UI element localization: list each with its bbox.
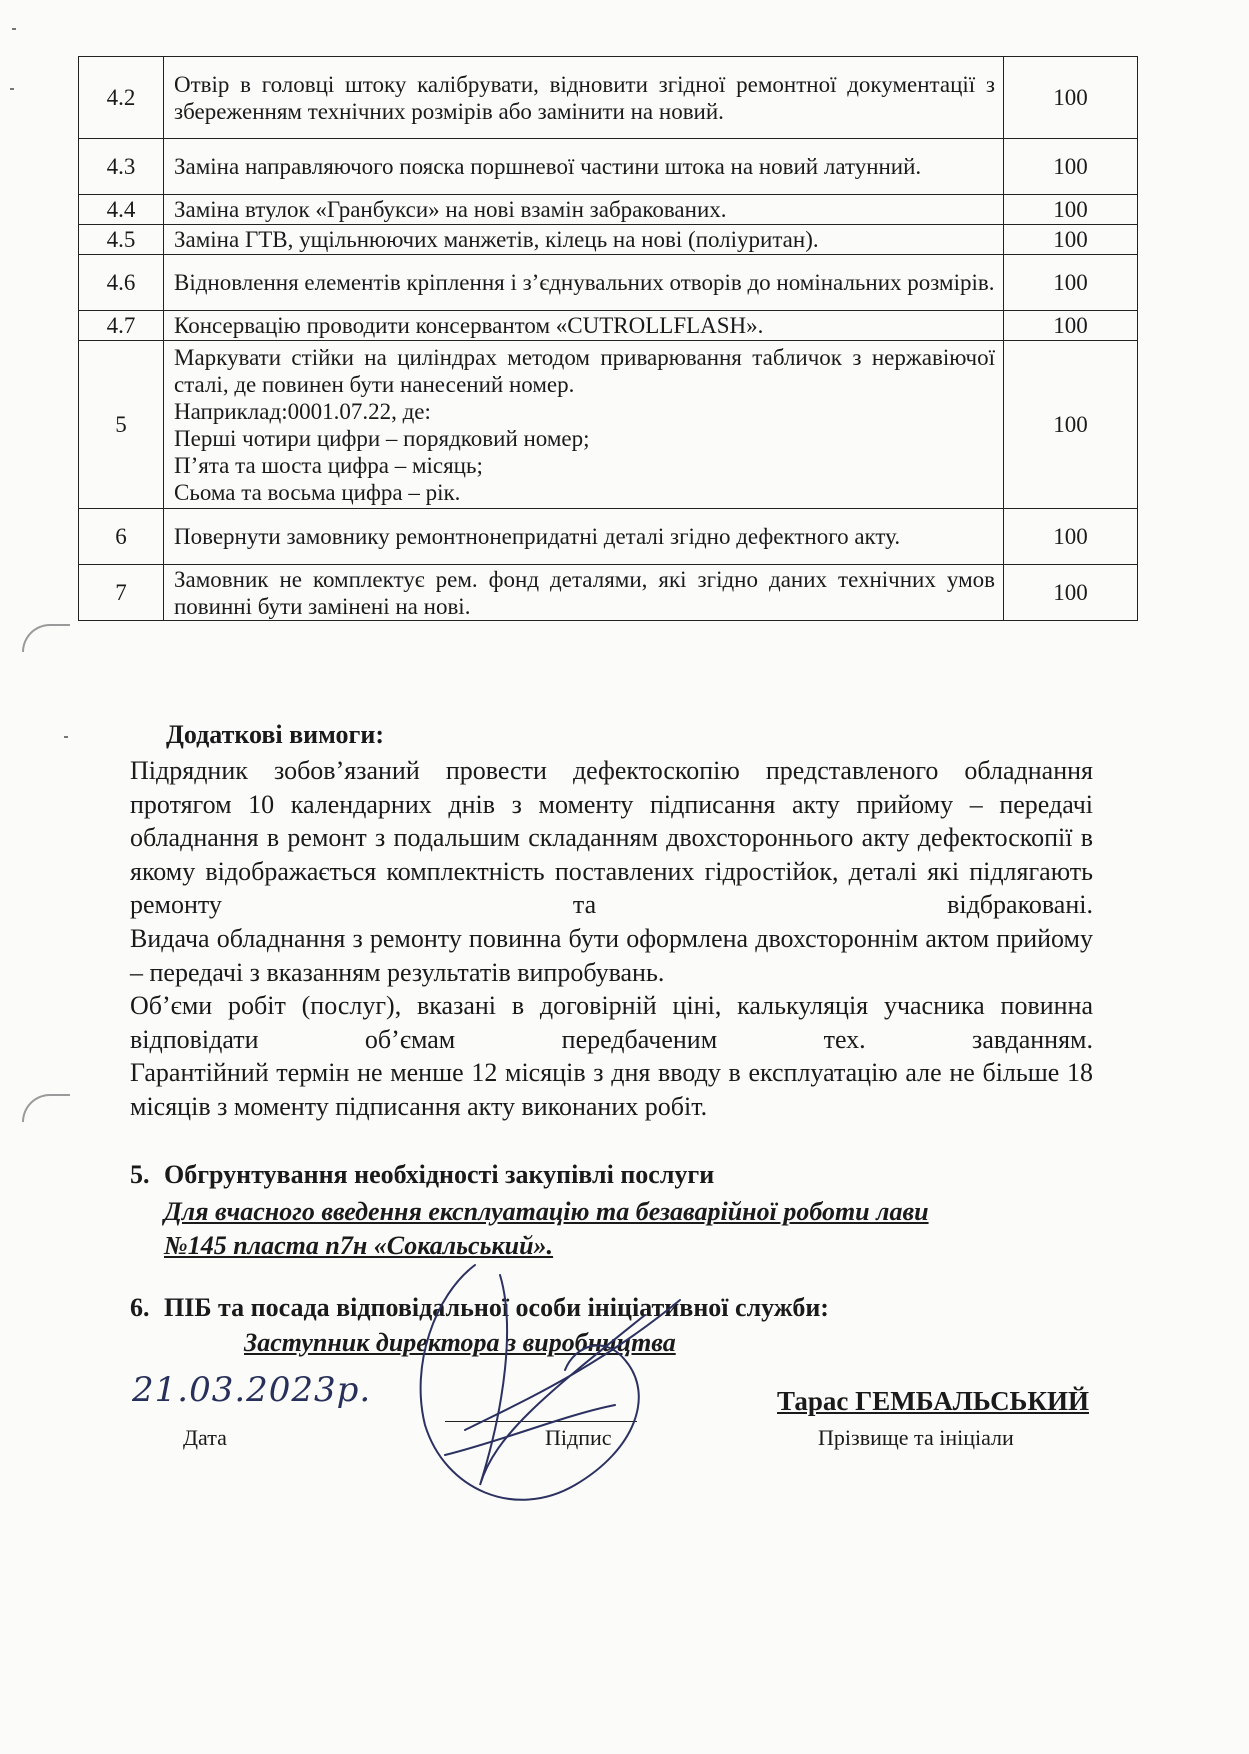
item-percent: 100 bbox=[1004, 341, 1138, 509]
scan-speck bbox=[12, 28, 16, 30]
scan-speck bbox=[64, 736, 68, 738]
item-percent: 100 bbox=[1004, 57, 1138, 139]
additional-paragraph-3: Об’єми робіт (послуг), вказані в договірній ціні, калькуляція учасника повинна відповідати об’ємам передбаченим тех. завданням. bbox=[130, 991, 1093, 1054]
table-row bbox=[79, 57, 1138, 139]
handwritten-date: 21.03.2023р. bbox=[132, 1370, 372, 1410]
table-row bbox=[79, 565, 1138, 621]
signature-label: Підпис bbox=[545, 1425, 612, 1450]
item-percent: 100 bbox=[1004, 139, 1138, 195]
table-row bbox=[79, 139, 1138, 195]
section-5-number: 5. bbox=[130, 1160, 150, 1189]
item-number: 4.5 bbox=[79, 225, 164, 255]
item-number: 7 bbox=[79, 565, 164, 621]
handwritten-signature bbox=[405, 1255, 705, 1525]
table-row bbox=[79, 195, 1138, 225]
description-line: Консервацію проводити консервантом «CUTROLLFLASH». bbox=[174, 313, 764, 338]
item-percent: 100 bbox=[1004, 311, 1138, 341]
item-number: 4.2 bbox=[79, 57, 164, 139]
scan-speck bbox=[10, 88, 14, 90]
item-number: 4.4 bbox=[79, 195, 164, 225]
description-line: П’ята та шоста цифра – місяць; bbox=[174, 452, 483, 478]
item-number: 4.7 bbox=[79, 311, 164, 341]
punch-hole bbox=[22, 1094, 70, 1122]
additional-paragraph-4: Гарантійний термін не менше 12 місяців з дня вводу в експлуатацію але не більше 18 місяців з моменту підписання акту виконаних робіт. bbox=[130, 1058, 1093, 1121]
description-line: Заміна втулок «Гранбукси» на нові взамін забракованих. bbox=[174, 197, 727, 222]
item-description bbox=[164, 139, 1004, 195]
table-row bbox=[79, 225, 1138, 255]
section-5-title: Обгрунтування необхідності закупівлі послуги bbox=[164, 1160, 715, 1189]
item-description bbox=[164, 255, 1004, 311]
section-5-line-1: Для вчасного введення експлуатацію та безаварійної роботи лави bbox=[164, 1197, 929, 1226]
description-line: Заміна ГТВ, ущільнюючих манжетів, кілець на нові (поліуритан). bbox=[174, 227, 819, 252]
table-row bbox=[79, 341, 1138, 509]
item-description bbox=[164, 509, 1004, 565]
item-number: 5 bbox=[79, 341, 164, 509]
item-description bbox=[164, 225, 1004, 255]
additional-paragraph-1: Підрядник зобов’язаний провести дефектоскопію представленого обладнання протягом 10 календарних днів з моменту підписання акту прийому – передачі обладнання в ремонт з подальшим складанням двохстороннього акту дефектоскопії в якому відображається комплектність поставлених гідростійок, деталі які підлягають ремонту та відбраковані. bbox=[130, 756, 1093, 919]
punch-hole bbox=[22, 624, 70, 652]
item-description bbox=[164, 311, 1004, 341]
description-line: Повернути замовнику ремонтнонепридатні деталі згідно дефектного акту. bbox=[174, 524, 901, 549]
item-number: 6 bbox=[79, 509, 164, 565]
table-row bbox=[79, 311, 1138, 341]
item-percent: 100 bbox=[1004, 509, 1138, 565]
requirements-table-body bbox=[79, 57, 1138, 621]
item-percent: 100 bbox=[1004, 565, 1138, 621]
section-5-heading bbox=[130, 1160, 714, 1190]
table-row bbox=[79, 255, 1138, 311]
description-line: Маркувати стійки на циліндрах методом приварювання табличок з нержавіючої сталі, де повинен бути нанесений номер. bbox=[174, 344, 995, 397]
additional-requirements-heading: Додаткові вимоги: bbox=[166, 720, 384, 749]
item-number: 4.6 bbox=[79, 255, 164, 311]
item-number: 4.3 bbox=[79, 139, 164, 195]
item-description bbox=[164, 195, 1004, 225]
signer-name: Тарас ГЕМБАЛЬСЬКИЙ bbox=[777, 1386, 1089, 1416]
description-line: Отвір в головці штоку калібрувати, відновити згідної ремонтної документації з збереженням технічних розмірів або замінити на новий. bbox=[174, 71, 995, 124]
section-5-line-2: №145 пласта п7н «Сокальський». bbox=[164, 1231, 554, 1260]
description-line: Заміна направляючого пояска поршневої частини штока на новий латунний. bbox=[174, 154, 922, 179]
section-6-title: ПІБ та посада відповідальної особи ініціативної служби: bbox=[164, 1293, 829, 1322]
name-label: Прізвище та ініціали bbox=[818, 1425, 1014, 1450]
table-row bbox=[79, 509, 1138, 565]
description-line: Перші чотири цифри – порядковий номер; bbox=[174, 425, 590, 451]
requirements-table bbox=[78, 56, 1138, 621]
item-percent: 100 bbox=[1004, 225, 1138, 255]
additional-paragraph-2: Видача обладнання з ремонту повинна бути оформлена двохстороннім актом прийому – передачі з вказанням результатів випробувань. bbox=[130, 924, 1093, 987]
item-description bbox=[164, 57, 1004, 139]
item-percent: 100 bbox=[1004, 255, 1138, 311]
date-label: Дата bbox=[183, 1425, 227, 1450]
description-line: Наприклад:0001.07.22, де: bbox=[174, 398, 431, 424]
section-6-number: 6. bbox=[130, 1293, 150, 1322]
description-line: Замовник не комплектує рем. фонд деталями, які згідно даних технічних умов повинні бути замінені на нові. bbox=[174, 566, 995, 619]
item-description bbox=[164, 341, 1004, 509]
description-line: Відновлення елементів кріплення і з’єднувальних отворів до номінальних розмірів. bbox=[174, 270, 995, 295]
item-percent: 100 bbox=[1004, 195, 1138, 225]
description-line: Сьома та восьма цифра – рік. bbox=[174, 479, 461, 505]
responsible-position: Заступник директора з виробництва bbox=[244, 1328, 676, 1357]
item-description bbox=[164, 565, 1004, 621]
